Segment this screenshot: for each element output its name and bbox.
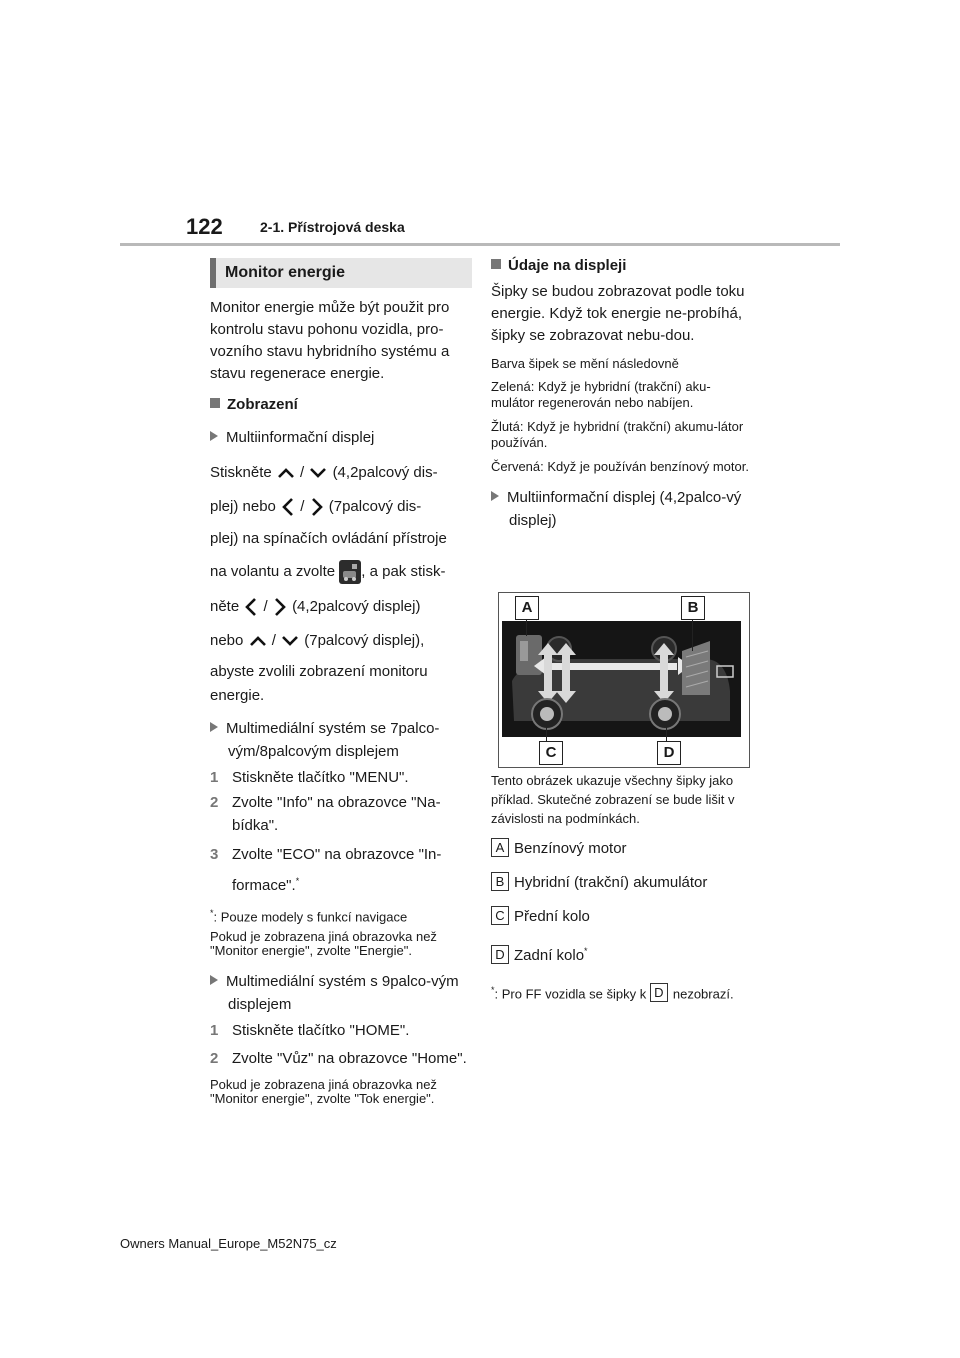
vehicle-diagram: [502, 621, 741, 737]
callout-b: B: [681, 596, 705, 620]
instruction-line-5: něte / (4,2palcový displej): [210, 596, 472, 618]
chevron-left-icon: [280, 496, 296, 518]
square-bullet-icon: [210, 398, 220, 408]
leader-line-d: [666, 721, 667, 741]
chevron-up-icon: [248, 634, 268, 648]
arrows-paragraph: Šipky se budou zobrazovat podle toku energie. Když tok energie ne-probíhá, šipky se zobrazovat nebu-dou.: [491, 283, 745, 344]
step-3: 3 Zvolte "ECO" na obrazovce "In-formace".*: [210, 846, 442, 895]
bullet-multimedia-9: Multimediální systém s 9palco-vým displejem: [210, 970, 472, 1016]
chevron-down-icon: [280, 634, 300, 648]
color-green: Zelená: Když je hybridní (trakční) aku-mulátor regenerován nebo nabíjen.: [491, 379, 711, 410]
step-home-2: 2 Zvolte "Vůz" na obrazovce "Home".: [210, 1050, 467, 1068]
header-rule: [120, 243, 840, 246]
legend-d: D Zadní kolo*: [491, 939, 746, 968]
section-heading: Monitor energie: [210, 258, 472, 288]
footnote-ff: *: Pro FF vozidla se šipky k D nezobrazí.: [491, 985, 734, 1002]
chevron-right-icon: [309, 496, 325, 518]
chevron-right-icon: [272, 596, 288, 618]
bullet-multiinfo-42: Multiinformační displej (4,2palco-vý displej): [491, 486, 753, 532]
legend-c: C Přední kolo: [491, 905, 746, 929]
instruction-line-6: nebo / (7palcový displej),: [210, 632, 425, 650]
legend-a: A Benzínový motor: [491, 837, 746, 861]
label-box: D: [491, 945, 509, 964]
instruction-line-3: plej) na spínačích ovládání přístroje: [210, 530, 447, 548]
intro-text: Monitor energie může být použit pro kontrolu stavu pohonu vozidla, pro-vozního stavu hybridního systému a stavu regenerace energie.: [210, 299, 450, 382]
leader-line-c: [546, 721, 547, 741]
step-1: 1 Stiskněte tlačítko "MENU".: [210, 769, 409, 787]
energy-monitor-screen: [502, 621, 741, 737]
note-energy-flow: Pokud je zobrazena jiná obrazovka než "Monitor energie", zvolte "Tok energie".: [210, 1077, 437, 1107]
figure-caption-block: [491, 771, 746, 1004]
instruction-line-7: abyste zvolili zobrazení monitoru energie.: [210, 663, 428, 705]
subheading-display-data: Údaje na displeji: [491, 254, 753, 277]
footnote-navigation: *: Pouze modely s funkcí navigace: [210, 908, 408, 925]
instruction-line-2: plej) nebo / (7palcový dis-: [210, 496, 472, 518]
chevron-up-icon: [276, 466, 296, 480]
step-2: 2 Zvolte "Info" na obrazovce "Na-bídka".: [210, 794, 441, 835]
color-red: Červená: Když je používán benzínový motor.: [491, 459, 749, 474]
triangle-bullet-icon: [210, 431, 218, 441]
right-column: [491, 254, 753, 532]
page-number: 122: [186, 214, 223, 239]
label-box: B: [491, 872, 509, 891]
chevron-left-icon: [243, 596, 259, 618]
front-left-flow-arrow: [544, 653, 552, 693]
chevron-down-icon: [308, 466, 328, 480]
callout-d: D: [657, 741, 681, 765]
energy-monitor-icon: [339, 560, 361, 584]
bullet-multimedia-7-8: Multimediální systém se 7palco-vým/8palcovým displejem: [210, 717, 472, 763]
step-home-1: 1 Stiskněte tlačítko "HOME".: [210, 1022, 410, 1040]
bullet-mid: Multiinformační displej: [210, 426, 472, 449]
square-bullet-icon: [491, 259, 501, 269]
instruction-line-4: na volantu a zvolte , a pak stisk-: [210, 560, 472, 584]
instruction-line-1: Stiskněte / (4,2palcový dis-: [210, 464, 438, 481]
label-box: D: [650, 983, 668, 1002]
triangle-bullet-icon: [491, 491, 499, 501]
leader-line-b: [692, 616, 693, 651]
footer-text: Owners Manual_Europe_M52N75_cz: [120, 1236, 337, 1251]
callout-c: C: [539, 741, 563, 765]
figure-caption: Tento obrázek ukazuje všechny šipky jako příklad. Skutečné zobrazení se bude lišit v závislosti na podmínkách.: [491, 773, 735, 826]
subheading-display: Zobrazení: [210, 393, 472, 416]
color-intro: Barva šipek se mění následovně: [491, 356, 679, 371]
label-box: A: [491, 838, 509, 857]
rear-flow-arrow: [660, 653, 668, 693]
label-box: C: [491, 906, 509, 925]
triangle-bullet-icon: [210, 975, 218, 985]
legend-b: B Hybridní (trakční) akumulátor: [491, 871, 746, 895]
triangle-bullet-icon: [210, 722, 218, 732]
note-energy: Pokud je zobrazena jiná obrazovka než "Monitor energie", zvolte "Energie".: [210, 929, 437, 959]
section-title: 2-1. Přístrojová deska: [260, 219, 405, 235]
color-yellow: Žlutá: Když je hybridní (trakční) akumu-látor používán.: [491, 419, 744, 450]
left-column: [210, 258, 472, 1106]
energy-monitor-figure: [498, 592, 750, 768]
callout-a: A: [515, 596, 539, 620]
